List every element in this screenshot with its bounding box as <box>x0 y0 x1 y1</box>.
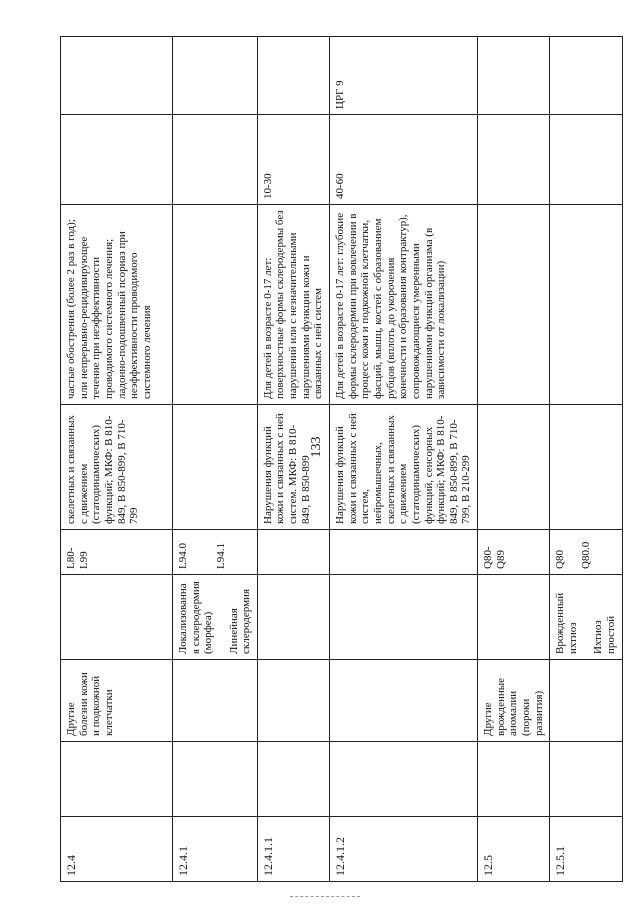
cell-icf-impairment: скелетных и связанных с движением (статодинамических) функций; МКФ: В 810-849, В 850-899, В 710-799 <box>61 405 173 530</box>
cell-icf-impairment <box>550 405 622 530</box>
cell-icd-code: Q80-Q89 <box>478 530 550 575</box>
cell-icd-code: L80-L99 <box>61 530 173 575</box>
cell-criteria <box>173 205 258 405</box>
cell-icf-impairment <box>173 405 258 530</box>
cell-item <box>173 37 258 115</box>
classification-table <box>60 36 623 882</box>
cell-empty <box>478 742 550 817</box>
cell-percent <box>550 115 622 205</box>
cell-disease: Локализованная склеродермия (морфеа) Линейная склеродермия <box>173 575 258 660</box>
cell-group <box>173 660 258 742</box>
cell-disease <box>61 575 173 660</box>
cell-empty <box>550 742 622 817</box>
footer-rule <box>290 896 360 898</box>
cell-number: 12.4 <box>61 817 173 882</box>
cell-number: 12.4.1.1 <box>257 817 329 882</box>
cell-empty <box>61 742 173 817</box>
table-row <box>330 37 478 882</box>
cell-item <box>550 37 622 115</box>
cell-group <box>550 660 622 742</box>
cell-empty <box>257 742 329 817</box>
cell-disease <box>330 575 478 660</box>
table-row <box>61 37 173 882</box>
table-row <box>478 37 550 882</box>
table-row <box>550 37 622 882</box>
cell-item <box>257 37 329 115</box>
cell-icf-impairment: Нарушения функций кожи и связанных с ней систем, нейромышечных, скелетных и связанных с движением (статодинамических) функций, сенсорных функций; МКФ: В 810-849, В 850-899, В 710-799, В 210-299 <box>330 405 478 530</box>
cell-criteria: Для детей в возрасте 0-17 лет: глубокие формы склеродермии при вовлечении в процесс кожи и подкожной клетчатки, фасций, мышц, костей с образованием рубцов (вплоть до укорочения конечности и образования контрактур), сопровождающиеся умеренными нарушениями функций организма (в зависимости от локализации) <box>330 205 478 405</box>
table-body <box>61 37 623 882</box>
cell-percent: 10-30 <box>257 115 329 205</box>
rotated-table-wrapper <box>60 37 617 882</box>
cell-criteria: Для детей в возрасте 0-17 лет: поверхностные формы склеродермы без нарушений или с незначительными нарушениями функции кожи и связанных с ней систем <box>257 205 329 405</box>
cell-number: 12.4.1.2 <box>330 817 478 882</box>
cell-icd-code: L94.0 L94.1 <box>173 530 258 575</box>
cell-criteria <box>550 205 622 405</box>
cell-icf-impairment: Нарушения функций кожи и связанных с ней систем. МКФ: В 810-849, В 850-899 <box>257 405 329 530</box>
cell-empty <box>330 742 478 817</box>
cell-disease <box>257 575 329 660</box>
cell-percent <box>173 115 258 205</box>
cell-number: 12.5 <box>478 817 550 882</box>
cell-group: Другие болезни кожи и подкожной клетчатки <box>61 660 173 742</box>
cell-icd-code: Q80 Q80.0 <box>550 530 622 575</box>
page-number: 133 <box>309 436 324 458</box>
cell-disease <box>478 575 550 660</box>
cell-percent <box>478 115 550 205</box>
cell-item: ЦРГ 9 <box>330 37 478 115</box>
cell-disease: Врожденный ихтиоз Ихтиоз простой <box>550 575 622 660</box>
cell-number: 12.5.1 <box>550 817 622 882</box>
table-row <box>257 37 329 882</box>
table-row <box>173 37 258 882</box>
cell-criteria: частые обострения (более 2 раз в год); или непрерывно-рецидивирующее течение при неэффективности проводимого системного лечения; ладонно-подошвенный псориаз при неэффективности проводимого системного лечения <box>61 205 173 405</box>
cell-item <box>478 37 550 115</box>
cell-criteria <box>478 205 550 405</box>
cell-group: Другие врожденные аномалии (пороки развития) <box>478 660 550 742</box>
cell-group <box>257 660 329 742</box>
cell-empty <box>173 742 258 817</box>
cell-icd-code <box>257 530 329 575</box>
cell-group <box>330 660 478 742</box>
cell-number: 12.4.1 <box>173 817 258 882</box>
cell-icd-code <box>330 530 478 575</box>
cell-item <box>61 37 173 115</box>
cell-percent: 40-60 <box>330 115 478 205</box>
cell-percent <box>61 115 173 205</box>
cell-icf-impairment <box>478 405 550 530</box>
